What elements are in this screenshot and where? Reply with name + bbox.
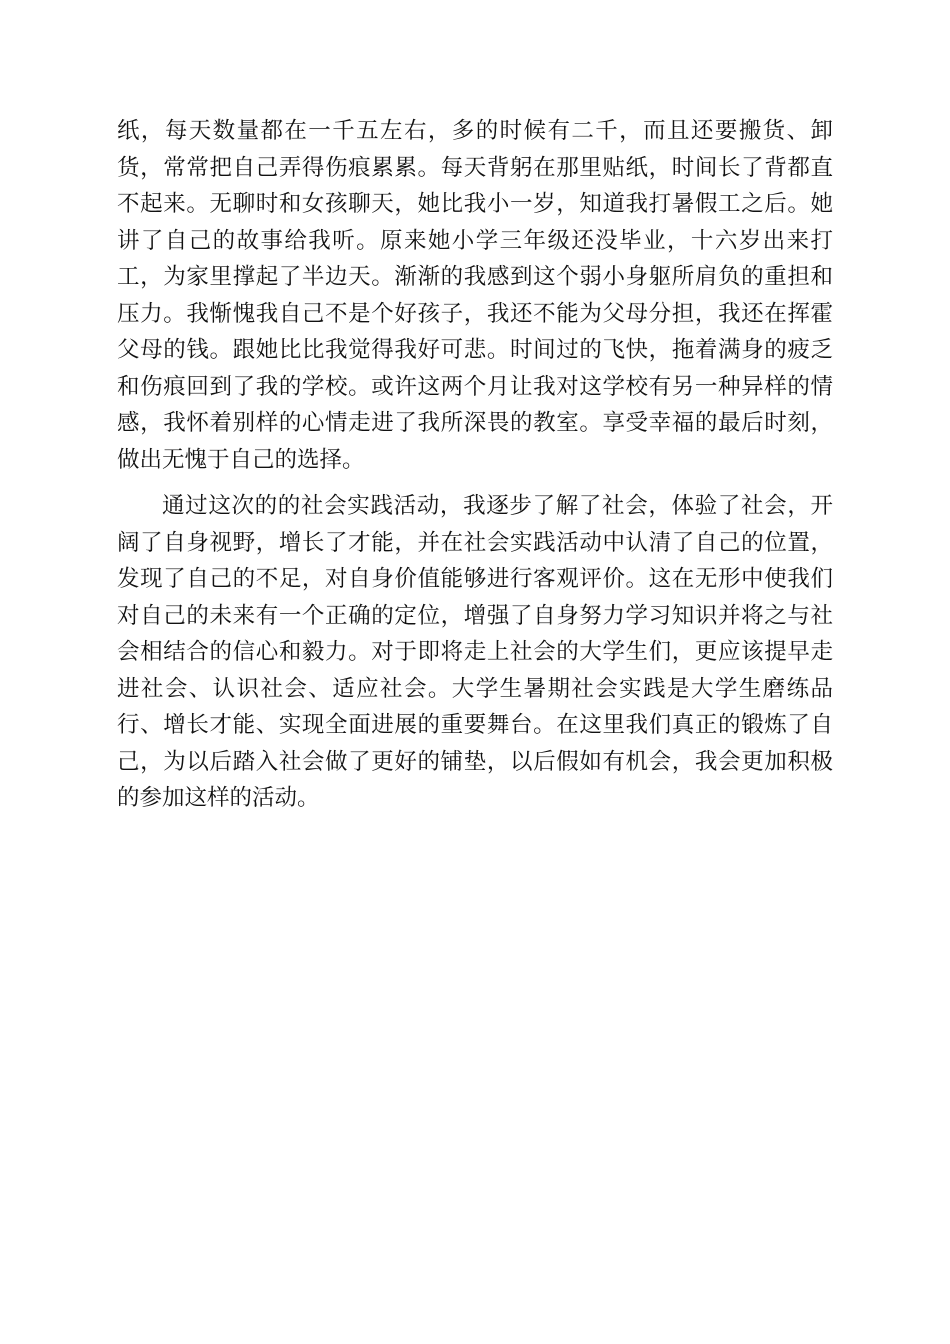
paragraph-continuation: 纸，每天数量都在一千五左右，多的时候有二千，而且还要搬货、卸货，常常把自己弄得伤痕累累。每天背躬在那里贴纸，时间长了背都直不起来。无聊时和女孩聊天，她比我小一岁，知道我打暑假工之后。她讲了自己的故事给我听。原来她小学三年级还没毕业，十六岁出来打工，为家里撑起了半边天。渐渐的我感到这个弱小身躯所肩负的重担和压力。我惭愧我自己不是个好孩子，我还不能为父母分担，我还在挥霍父母的钱。跟她比比我觉得我好可悲。时间过的飞快，拖着满身的疲乏和伤痕回到了我的学校。或许这两个月让我对这学校有另一种异样的情感，我怀着别样的心情走进了我所深畏的教室。享受幸福的最后时刻，做出无愧于自己的选择。 (117, 118, 833, 473)
document-body (117, 113, 833, 817)
paragraph-conclusion: 通过这次的的社会实践活动，我逐步了解了社会，体验了社会，开阔了自身视野，增长了才能，并在社会实践活动中认清了自己的位置，发现了自己的不足，对自身价值能够进行客观评价。这在无形中使我们对自己的未来有一个正确的定位，增强了自身努力学习知识并将之与社会相结合的信心和毅力。对于即将走上社会的大学生们，更应该提早走进社会、认识社会、适应社会。大学生暑期社会实践是大学生磨练品行、增长才能、实现全面进展的重要舞台。在这里我们真正的锻炼了自己，为以后踏入社会做了更好的铺垫，以后假如有机会，我会更加积极的参加这样的活动。 (117, 493, 833, 811)
